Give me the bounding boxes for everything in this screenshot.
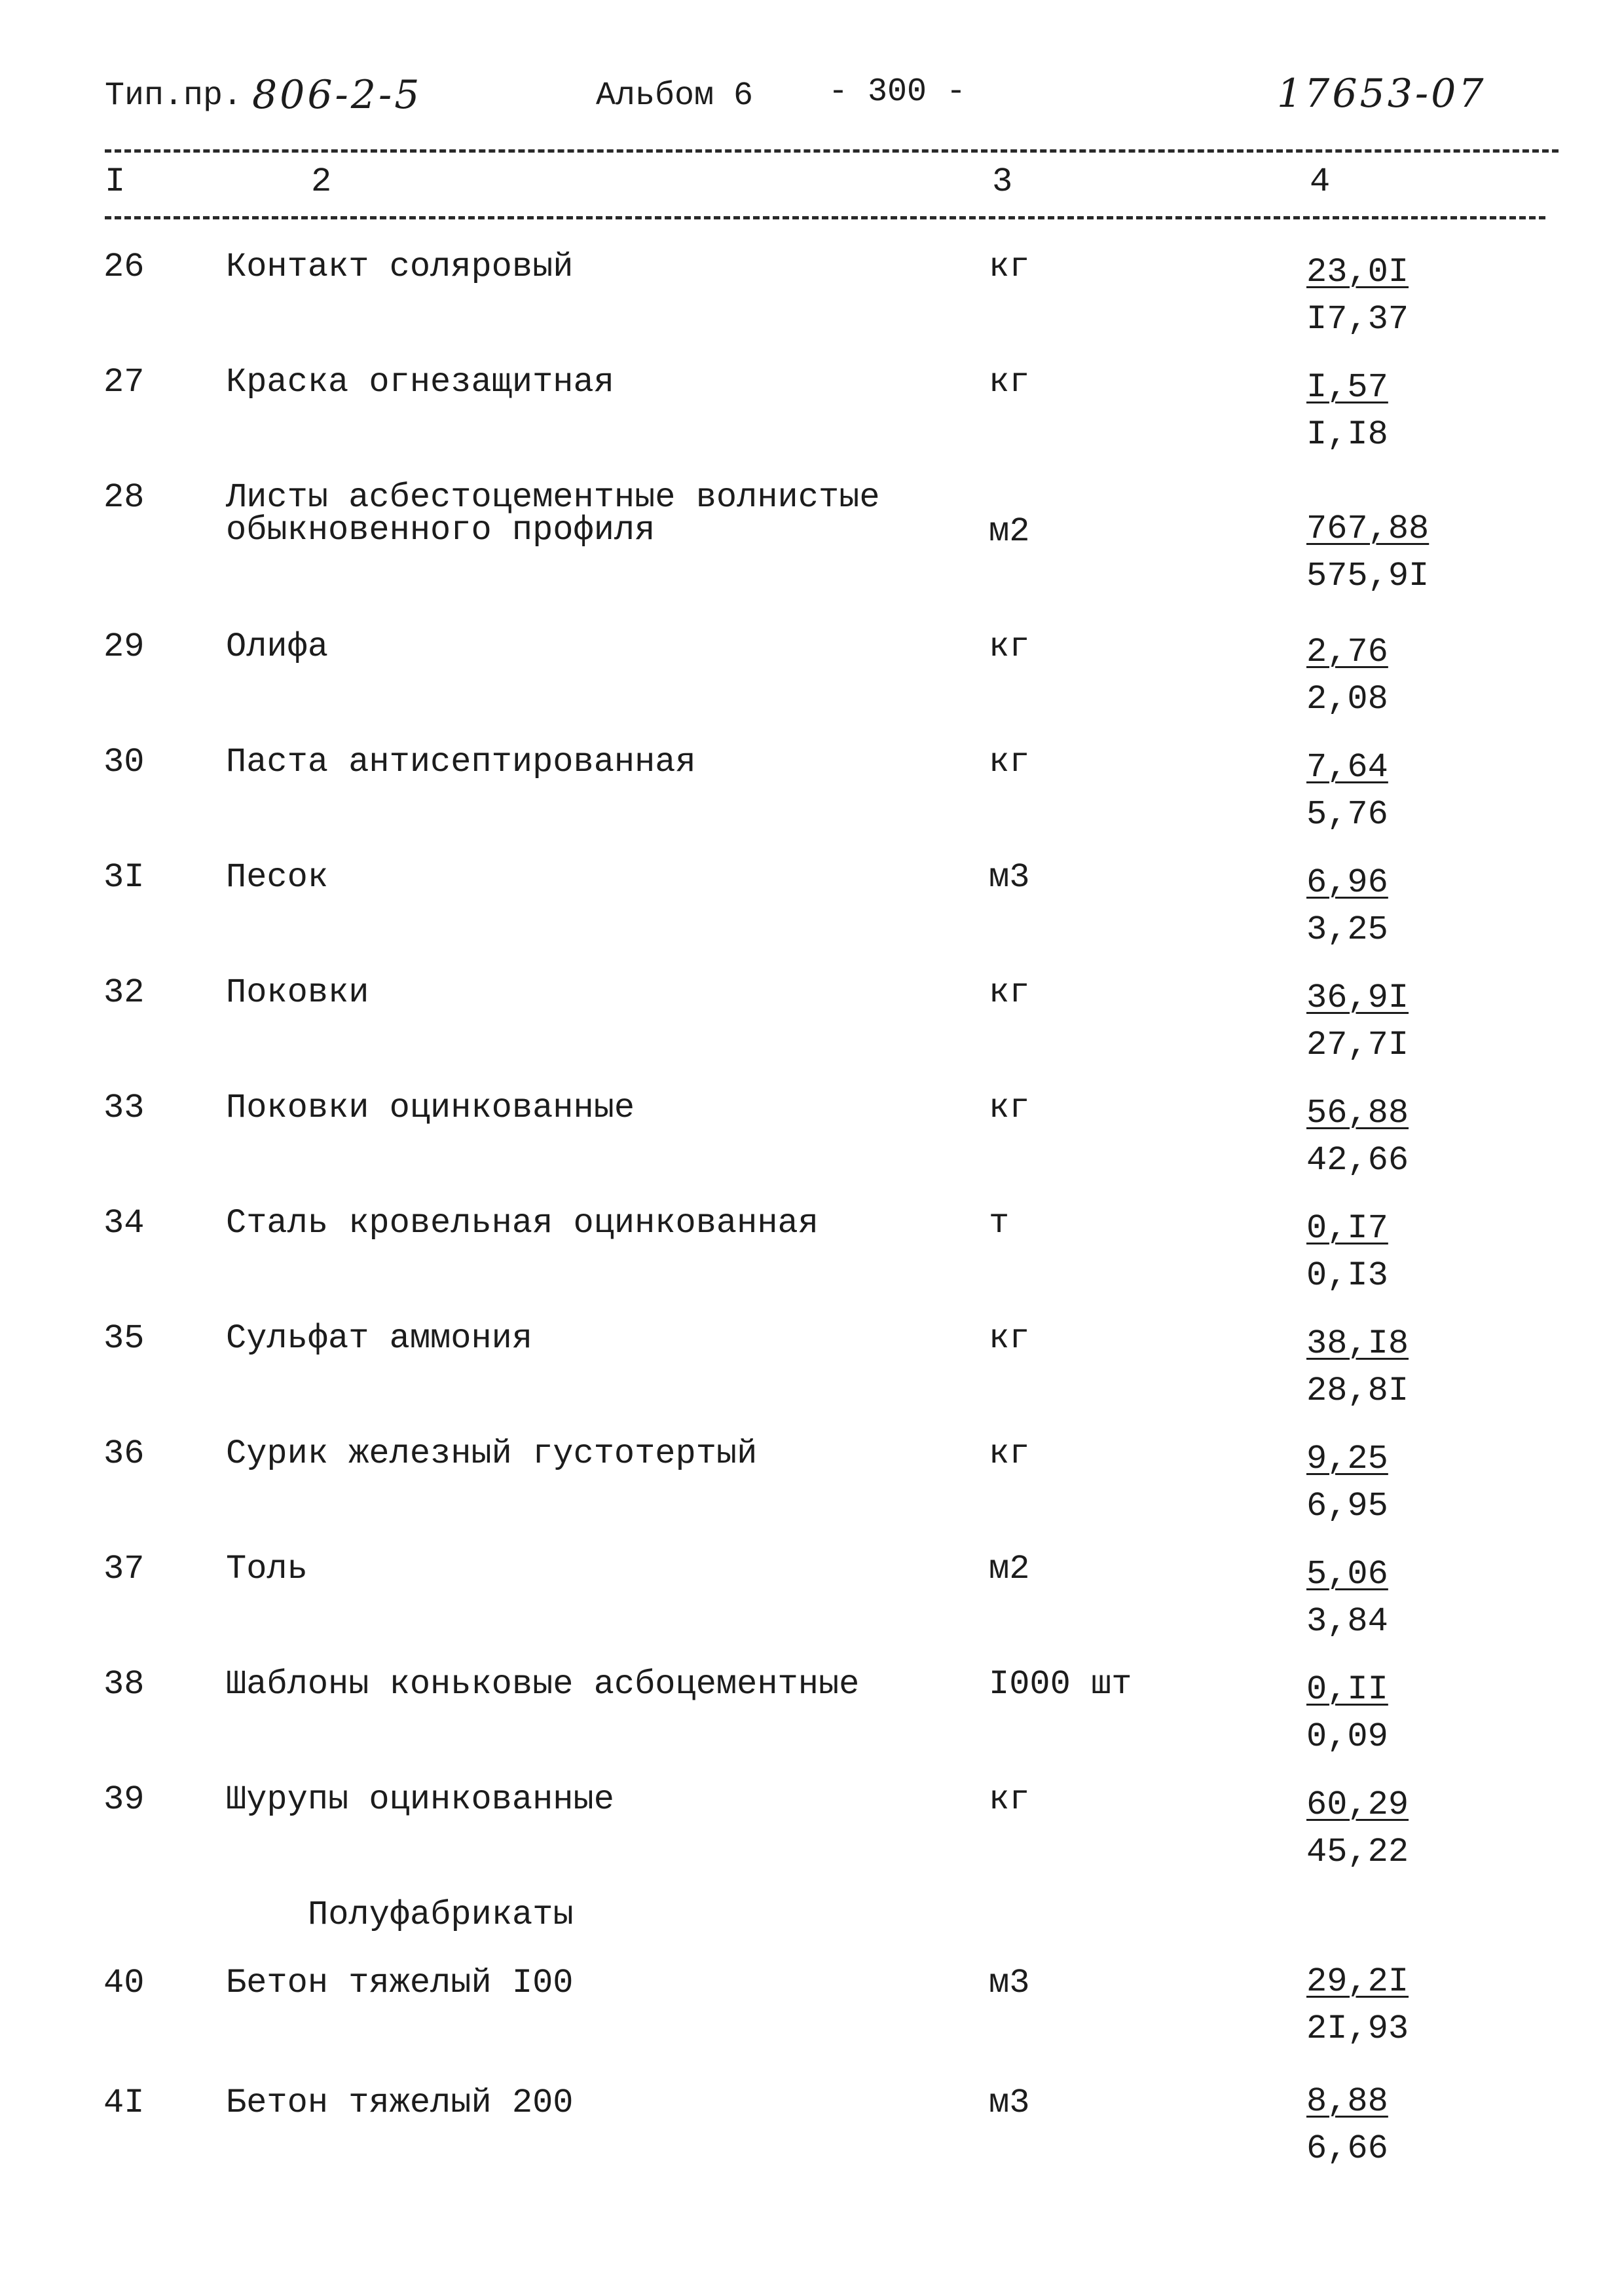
quantity-cell xyxy=(1306,506,1429,600)
unit: т xyxy=(989,1204,1010,1243)
album-label: Альбом 6 xyxy=(596,77,754,115)
material-name: Шаблоны коньковые асбоцементные xyxy=(226,1665,860,1704)
material-name: Шурупы оцинкованные xyxy=(226,1780,614,1819)
quantity-bottom: 45,22 xyxy=(1306,1833,1409,1871)
quantity-cell xyxy=(1306,1436,1388,1530)
unit: кг xyxy=(989,627,1030,666)
unit: кг xyxy=(989,1089,1030,1127)
material-name-line-1: Листы асбестоцементные волнистые xyxy=(226,478,880,517)
material-name: Краска огнезащитная xyxy=(226,363,614,402)
material-name: Сульфат аммония xyxy=(226,1319,533,1358)
table-row xyxy=(0,1949,1624,2070)
row-number: 32 xyxy=(103,973,145,1012)
quantity-bottom: 3,84 xyxy=(1306,1602,1388,1641)
quantity-cell xyxy=(1306,859,1388,954)
material-name-line-2: обыкновенного профиля xyxy=(226,511,655,550)
quantity-top: 0,II xyxy=(1306,1670,1388,1709)
column-number-3: 3 xyxy=(992,162,1013,201)
row-number: 40 xyxy=(103,1964,145,2002)
series-label: Тип.пр. xyxy=(105,77,243,115)
column-number-4: 4 xyxy=(1310,162,1331,201)
material-name: Контакт соляровый xyxy=(226,248,574,286)
quantity-cell xyxy=(1306,744,1388,838)
table-row xyxy=(0,2070,1624,2186)
quantity-bottom: 5,76 xyxy=(1306,795,1388,834)
header-bottom-rule xyxy=(105,216,1545,219)
row-number: 3I xyxy=(103,858,145,897)
table-row xyxy=(0,859,1624,975)
material-name: Поковки xyxy=(226,973,369,1012)
material-name: Бетон тяжелый I00 xyxy=(226,1964,574,2002)
material-name: Сурик железный густотертый xyxy=(226,1434,758,1473)
quantity-top: 2,76 xyxy=(1306,633,1388,671)
row-number: 34 xyxy=(103,1204,145,1243)
unit: I000 шт xyxy=(989,1665,1132,1704)
material-name: Бетон тяжелый 200 xyxy=(226,2084,574,2122)
unit: кг xyxy=(989,363,1030,402)
quantity-cell xyxy=(1306,249,1409,343)
unit: кг xyxy=(989,1780,1030,1819)
unit: кг xyxy=(989,248,1030,286)
table-row xyxy=(0,1090,1624,1205)
section-title: Полуфабрикаты xyxy=(308,1896,574,1934)
quantity-top: I,57 xyxy=(1306,368,1388,407)
quantity-top: 0,I7 xyxy=(1306,1209,1388,1248)
quantity-top: 23,0I xyxy=(1306,253,1409,291)
row-number: 4I xyxy=(103,2084,145,2122)
document-code: 17653-07 xyxy=(1277,71,1486,117)
quantity-bottom: 27,7I xyxy=(1306,1026,1409,1064)
unit: м3 xyxy=(989,1964,1030,2002)
page-number: - 300 - xyxy=(828,73,967,111)
quantity-cell xyxy=(1306,364,1388,458)
material-name: Паста антисептированная xyxy=(226,743,696,781)
row-number: 29 xyxy=(103,627,145,666)
quantity-top: 29,2I xyxy=(1306,1962,1409,2001)
unit: кг xyxy=(989,1319,1030,1358)
quantity-bottom: 6,66 xyxy=(1306,2129,1388,2168)
quantity-cell xyxy=(1306,629,1388,723)
table-row xyxy=(0,249,1624,364)
quantity-top: 6,96 xyxy=(1306,863,1388,902)
row-number: 39 xyxy=(103,1780,145,1819)
unit: м3 xyxy=(989,858,1030,897)
table-row xyxy=(0,744,1624,859)
material-name: Песок xyxy=(226,858,329,897)
column-number-1: I xyxy=(105,162,126,201)
quantity-cell xyxy=(1306,1551,1388,1645)
material-name xyxy=(226,479,880,549)
unit: кг xyxy=(989,743,1030,781)
quantity-cell xyxy=(1306,1205,1388,1300)
quantity-bottom: 0,09 xyxy=(1306,1717,1388,1756)
table-row xyxy=(0,1320,1624,1436)
quantity-top: 56,88 xyxy=(1306,1094,1409,1132)
quantity-cell xyxy=(1306,975,1409,1069)
quantity-top: 7,64 xyxy=(1306,748,1388,787)
unit: м2 xyxy=(989,1550,1030,1588)
row-number: 37 xyxy=(103,1550,145,1588)
quantity-top: 9,25 xyxy=(1306,1440,1388,1478)
quantity-top: 36,9I xyxy=(1306,979,1409,1017)
table-row xyxy=(0,1782,1624,1897)
quantity-top: 5,06 xyxy=(1306,1555,1388,1594)
quantity-cell xyxy=(1306,1090,1409,1184)
quantity-bottom: 3,25 xyxy=(1306,910,1388,949)
column-number-2: 2 xyxy=(311,162,332,201)
table-row xyxy=(0,1551,1624,1666)
section-heading-row xyxy=(0,1897,1624,1949)
quantity-top: 8,88 xyxy=(1306,2082,1388,2121)
material-name: Толь xyxy=(226,1550,308,1588)
table-row xyxy=(0,1436,1624,1551)
table-row xyxy=(0,1666,1624,1782)
table-row xyxy=(0,364,1624,479)
unit: м3 xyxy=(989,2084,1030,2122)
quantity-bottom: 0,I3 xyxy=(1306,1256,1388,1295)
table-row xyxy=(0,479,1624,629)
row-number: 26 xyxy=(103,248,145,286)
header-top-rule xyxy=(105,149,1559,153)
materials-table xyxy=(0,249,1624,2186)
row-number: 33 xyxy=(103,1089,145,1127)
table-row xyxy=(0,629,1624,744)
row-number: 27 xyxy=(103,363,145,402)
row-number: 36 xyxy=(103,1434,145,1473)
row-number: 28 xyxy=(103,478,145,517)
quantity-bottom: 42,66 xyxy=(1306,1141,1409,1180)
quantity-cell xyxy=(1306,1320,1409,1415)
quantity-bottom: I7,37 xyxy=(1306,300,1409,339)
series-number: 806-2-5 xyxy=(252,72,422,118)
unit: кг xyxy=(989,1434,1030,1473)
row-number: 38 xyxy=(103,1665,145,1704)
quantity-bottom: 2,08 xyxy=(1306,680,1388,719)
quantity-cell xyxy=(1306,1666,1388,1761)
table-row xyxy=(0,1205,1624,1320)
quantity-bottom: 6,95 xyxy=(1306,1487,1388,1525)
unit: кг xyxy=(989,973,1030,1012)
quantity-top: 38,I8 xyxy=(1306,1324,1409,1363)
quantity-cell xyxy=(1306,1782,1409,1876)
quantity-bottom: 2I,93 xyxy=(1306,2010,1409,2048)
quantity-bottom: I,I8 xyxy=(1306,415,1388,454)
material-name: Олифа xyxy=(226,627,329,666)
quantity-bottom: 575,9I xyxy=(1306,557,1430,595)
quantity-top: 60,29 xyxy=(1306,1786,1409,1824)
quantity-cell xyxy=(1306,1958,1409,2053)
material-name: Сталь кровельная оцинкованная xyxy=(226,1204,819,1243)
row-number: 35 xyxy=(103,1319,145,1358)
quantity-cell xyxy=(1306,2078,1388,2173)
quantity-top: 767,88 xyxy=(1306,510,1430,548)
row-number: 30 xyxy=(103,743,145,781)
table-row xyxy=(0,975,1624,1090)
material-name: Поковки оцинкованные xyxy=(226,1089,635,1127)
quantity-bottom: 28,8I xyxy=(1306,1372,1409,1410)
unit: м2 xyxy=(989,512,1030,551)
